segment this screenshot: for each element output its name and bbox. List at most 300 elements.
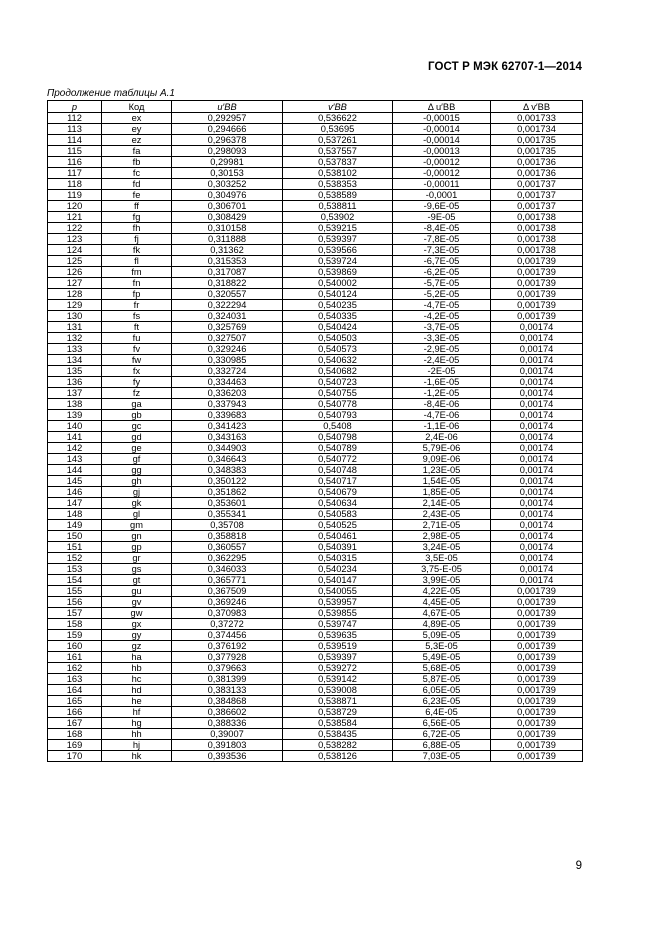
cell-u: 0,391803 [172, 740, 283, 751]
cell-v: 0,540679 [283, 487, 393, 498]
cell-delta-v: 0,001738 [491, 245, 583, 256]
cell-delta-v: 0,00174 [491, 421, 583, 432]
cell-v: 0,538435 [283, 729, 393, 740]
cell-delta-v: 0,00174 [491, 520, 583, 531]
table-row [48, 509, 583, 520]
table-caption: Продолжение таблицы А.1 [47, 88, 175, 99]
cell-u: 0,294666 [172, 124, 283, 135]
cell-p: 156 [48, 597, 102, 608]
cell-v: 0,539747 [283, 619, 393, 630]
table-row [48, 707, 583, 718]
cell-delta-u: -4,2E-05 [393, 311, 491, 322]
table-row [48, 124, 583, 135]
cell-u: 0,317087 [172, 267, 283, 278]
cell-delta-v: 0,001739 [491, 267, 583, 278]
cell-delta-u: -3,7E-05 [393, 322, 491, 333]
cell-delta-u: 2,4E-06 [393, 432, 491, 443]
cell-u: 0,350122 [172, 476, 283, 487]
cell-p: 123 [48, 234, 102, 245]
cell-p: 124 [48, 245, 102, 256]
cell-u: 0,37272 [172, 619, 283, 630]
cell-p: 158 [48, 619, 102, 630]
cell-p: 153 [48, 564, 102, 575]
table-row [48, 421, 583, 432]
cell-delta-v: 0,001739 [491, 674, 583, 685]
cell-delta-u: 3,75-E-05 [393, 564, 491, 575]
cell-p: 167 [48, 718, 102, 729]
cell-v: 0,540503 [283, 333, 393, 344]
cell-p: 164 [48, 685, 102, 696]
cell-delta-u: -6,2E-05 [393, 267, 491, 278]
table-row [48, 289, 583, 300]
cell-delta-u: -5,7E-05 [393, 278, 491, 289]
cell-code: fz [102, 388, 172, 399]
cell-delta-u: 2,71E-05 [393, 520, 491, 531]
cell-code: ey [102, 124, 172, 135]
cell-v: 0,539397 [283, 652, 393, 663]
cell-u: 0,393536 [172, 751, 283, 762]
cell-code: gk [102, 498, 172, 509]
cell-v: 0,540723 [283, 377, 393, 388]
cell-v: 0,540124 [283, 289, 393, 300]
cell-code: gw [102, 608, 172, 619]
cell-delta-v: 0,001739 [491, 311, 583, 322]
cell-delta-v: 0,00174 [491, 355, 583, 366]
cell-code: hb [102, 663, 172, 674]
cell-delta-u: -0,0001 [393, 190, 491, 201]
cell-v: 0,540461 [283, 531, 393, 542]
cell-p: 155 [48, 586, 102, 597]
table-row [48, 157, 583, 168]
cell-u: 0,346643 [172, 454, 283, 465]
table-row [48, 377, 583, 388]
table-row [48, 564, 583, 575]
cell-delta-v: 0,001733 [491, 113, 583, 124]
table-row [48, 168, 583, 179]
cell-u: 0,332724 [172, 366, 283, 377]
table-row [48, 212, 583, 223]
cell-delta-u: 5,79E-06 [393, 443, 491, 454]
cell-code: gf [102, 454, 172, 465]
table-row [48, 146, 583, 157]
cell-v: 0,538811 [283, 201, 393, 212]
cell-p: 118 [48, 179, 102, 190]
cell-code: fg [102, 212, 172, 223]
cell-delta-v: 0,001738 [491, 223, 583, 234]
cell-v: 0,537261 [283, 135, 393, 146]
table-row [48, 399, 583, 410]
table-row [48, 179, 583, 190]
cell-delta-v: 0,00174 [491, 399, 583, 410]
cell-delta-v: 0,001739 [491, 696, 583, 707]
cell-v: 0,540772 [283, 454, 393, 465]
table-row [48, 674, 583, 685]
cell-u: 0,341423 [172, 421, 283, 432]
cell-delta-u: -0,00015 [393, 113, 491, 124]
cell-p: 139 [48, 410, 102, 421]
cell-code: hc [102, 674, 172, 685]
table-row [48, 223, 583, 234]
cell-v: 0,540235 [283, 300, 393, 311]
cell-p: 121 [48, 212, 102, 223]
cell-delta-v: 0,001739 [491, 619, 583, 630]
cell-delta-u: 5,49E-05 [393, 652, 491, 663]
table-row [48, 366, 583, 377]
cell-delta-u: 6,23E-05 [393, 696, 491, 707]
col-header-p: p [48, 101, 102, 113]
table-row [48, 278, 583, 289]
cell-u: 0,362295 [172, 553, 283, 564]
cell-delta-u: -6,7E-05 [393, 256, 491, 267]
cell-p: 142 [48, 443, 102, 454]
cell-delta-v: 0,00174 [491, 575, 583, 586]
cell-code: gs [102, 564, 172, 575]
cell-u: 0,308429 [172, 212, 283, 223]
cell-u: 0,383133 [172, 685, 283, 696]
cell-delta-u: 5,87E-05 [393, 674, 491, 685]
cell-v: 0,539397 [283, 234, 393, 245]
table-row [48, 388, 583, 399]
cell-p: 113 [48, 124, 102, 135]
col-header-delta-v: Δ v′BB [491, 101, 583, 113]
cell-delta-v: 0,001739 [491, 597, 583, 608]
cell-u: 0,377928 [172, 652, 283, 663]
cell-delta-v: 0,00174 [491, 410, 583, 421]
cell-code: ha [102, 652, 172, 663]
cell-u: 0,344903 [172, 443, 283, 454]
cell-code: gm [102, 520, 172, 531]
cell-delta-u: 6,72E-05 [393, 729, 491, 740]
cell-delta-u: 2,43E-05 [393, 509, 491, 520]
cell-delta-v: 0,001735 [491, 146, 583, 157]
cell-u: 0,311888 [172, 234, 283, 245]
cell-code: ex [102, 113, 172, 124]
cell-p: 160 [48, 641, 102, 652]
cell-code: fd [102, 179, 172, 190]
cell-p: 137 [48, 388, 102, 399]
cell-delta-u: 6,56E-05 [393, 718, 491, 729]
cell-code: fa [102, 146, 172, 157]
cell-code: hk [102, 751, 172, 762]
cell-code: gh [102, 476, 172, 487]
cell-code: fs [102, 311, 172, 322]
cell-v: 0,539519 [283, 641, 393, 652]
cell-delta-u: -3,3E-05 [393, 333, 491, 344]
cell-v: 0,538729 [283, 707, 393, 718]
cell-delta-u: 4,67E-05 [393, 608, 491, 619]
cell-v: 0,538126 [283, 751, 393, 762]
table-row [48, 652, 583, 663]
cell-delta-v: 0,00174 [491, 432, 583, 443]
cell-delta-u: 1,23E-05 [393, 465, 491, 476]
table-row [48, 300, 583, 311]
table-row [48, 608, 583, 619]
cell-v: 0,5408 [283, 421, 393, 432]
cell-p: 122 [48, 223, 102, 234]
cell-delta-v: 0,00174 [491, 377, 583, 388]
cell-delta-v: 0,001737 [491, 179, 583, 190]
cell-p: 169 [48, 740, 102, 751]
cell-delta-v: 0,00174 [491, 333, 583, 344]
cell-u: 0,325769 [172, 322, 283, 333]
cell-p: 149 [48, 520, 102, 531]
cell-delta-v: 0,001739 [491, 751, 583, 762]
cell-v: 0,540002 [283, 278, 393, 289]
cell-v: 0,539008 [283, 685, 393, 696]
table-row [48, 410, 583, 421]
cell-u: 0,360557 [172, 542, 283, 553]
col-header-u: u′BB [172, 101, 283, 113]
cell-p: 138 [48, 399, 102, 410]
cell-delta-u: -0,00012 [393, 157, 491, 168]
cell-delta-v: 0,00174 [491, 465, 583, 476]
cell-p: 136 [48, 377, 102, 388]
cell-delta-u: -9E-05 [393, 212, 491, 223]
cell-u: 0,343163 [172, 432, 283, 443]
cell-code: fy [102, 377, 172, 388]
cell-v: 0,538102 [283, 168, 393, 179]
cell-code: gr [102, 553, 172, 564]
cell-u: 0,336203 [172, 388, 283, 399]
cell-u: 0,334463 [172, 377, 283, 388]
cell-code: ge [102, 443, 172, 454]
cell-delta-u: -0,00014 [393, 135, 491, 146]
cell-u: 0,355341 [172, 509, 283, 520]
cell-v: 0,538589 [283, 190, 393, 201]
cell-u: 0,327507 [172, 333, 283, 344]
cell-delta-u: 6,05E-05 [393, 685, 491, 696]
cell-u: 0,367509 [172, 586, 283, 597]
cell-delta-v: 0,00174 [491, 344, 583, 355]
cell-p: 148 [48, 509, 102, 520]
table-row [48, 630, 583, 641]
cell-delta-v: 0,00174 [491, 366, 583, 377]
cell-p: 159 [48, 630, 102, 641]
cell-u: 0,388336 [172, 718, 283, 729]
cell-delta-v: 0,001739 [491, 300, 583, 311]
cell-p: 130 [48, 311, 102, 322]
cell-p: 144 [48, 465, 102, 476]
table-row [48, 234, 583, 245]
table-row [48, 520, 583, 531]
cell-v: 0,538282 [283, 740, 393, 751]
cell-p: 161 [48, 652, 102, 663]
cell-delta-u: -7,3E-05 [393, 245, 491, 256]
cell-delta-u: -0,00011 [393, 179, 491, 190]
cell-delta-v: 0,001739 [491, 740, 583, 751]
cell-delta-u: -5,2E-05 [393, 289, 491, 300]
cell-delta-v: 0,00174 [491, 388, 583, 399]
cell-code: hh [102, 729, 172, 740]
cell-u: 0,304976 [172, 190, 283, 201]
cell-code: fw [102, 355, 172, 366]
cell-v: 0,537837 [283, 157, 393, 168]
cell-u: 0,329246 [172, 344, 283, 355]
cell-v: 0,540391 [283, 542, 393, 553]
cell-u: 0,322294 [172, 300, 283, 311]
cell-code: gx [102, 619, 172, 630]
cell-delta-u: -2,4E-05 [393, 355, 491, 366]
cell-v: 0,536622 [283, 113, 393, 124]
cell-v: 0,540525 [283, 520, 393, 531]
cell-code: fr [102, 300, 172, 311]
cell-u: 0,370983 [172, 608, 283, 619]
cell-delta-v: 0,00174 [491, 542, 583, 553]
cell-u: 0,39007 [172, 729, 283, 740]
cell-p: 134 [48, 355, 102, 366]
table-row [48, 597, 583, 608]
cell-delta-u: 5,09E-05 [393, 630, 491, 641]
cell-delta-u: 3,24E-05 [393, 542, 491, 553]
cell-u: 0,296378 [172, 135, 283, 146]
cell-delta-u: 3,99E-05 [393, 575, 491, 586]
cell-delta-v: 0,001739 [491, 707, 583, 718]
cell-delta-v: 0,00174 [491, 531, 583, 542]
cell-p: 131 [48, 322, 102, 333]
cell-v: 0,538584 [283, 718, 393, 729]
cell-delta-u: -8,4E-06 [393, 399, 491, 410]
cell-delta-v: 0,001738 [491, 212, 583, 223]
cell-code: gt [102, 575, 172, 586]
cell-u: 0,35708 [172, 520, 283, 531]
cell-code: he [102, 696, 172, 707]
cell-delta-u: 5,3E-05 [393, 641, 491, 652]
cell-p: 115 [48, 146, 102, 157]
table-row [48, 619, 583, 630]
cell-p: 119 [48, 190, 102, 201]
cell-code: fu [102, 333, 172, 344]
cell-code: gb [102, 410, 172, 421]
table-row [48, 553, 583, 564]
cell-delta-u: 4,45E-05 [393, 597, 491, 608]
cell-delta-v: 0,00174 [491, 454, 583, 465]
table-row [48, 190, 583, 201]
table-row [48, 740, 583, 751]
table-row [48, 355, 583, 366]
cell-u: 0,346033 [172, 564, 283, 575]
cell-v: 0,540798 [283, 432, 393, 443]
cell-u: 0,306701 [172, 201, 283, 212]
cell-u: 0,358818 [172, 531, 283, 542]
cell-u: 0,315353 [172, 256, 283, 267]
table-row [48, 311, 583, 322]
table-row [48, 685, 583, 696]
cell-u: 0,384868 [172, 696, 283, 707]
col-header-v: v′BB [283, 101, 393, 113]
cell-v: 0,537557 [283, 146, 393, 157]
cell-u: 0,330985 [172, 355, 283, 366]
col-header-code: Код [102, 101, 172, 113]
cell-delta-u: -1,2E-05 [393, 388, 491, 399]
cell-p: 125 [48, 256, 102, 267]
cell-v: 0,539635 [283, 630, 393, 641]
cell-p: 140 [48, 421, 102, 432]
cell-u: 0,310158 [172, 223, 283, 234]
cell-delta-u: 2,14E-05 [393, 498, 491, 509]
table-row [48, 267, 583, 278]
table-row [48, 531, 583, 542]
table-header-row [48, 101, 583, 113]
cell-code: fp [102, 289, 172, 300]
cell-delta-u: -9,6E-05 [393, 201, 491, 212]
cell-code: ff [102, 201, 172, 212]
cell-code: hg [102, 718, 172, 729]
cell-p: 143 [48, 454, 102, 465]
cell-p: 162 [48, 663, 102, 674]
table-row [48, 476, 583, 487]
cell-u: 0,29981 [172, 157, 283, 168]
cell-delta-u: 7,03E-05 [393, 751, 491, 762]
table-row [48, 432, 583, 443]
cell-delta-u: -0,00014 [393, 124, 491, 135]
cell-u: 0,292957 [172, 113, 283, 124]
table-row [48, 641, 583, 652]
cell-code: gc [102, 421, 172, 432]
table-row [48, 245, 583, 256]
cell-delta-v: 0,00174 [491, 487, 583, 498]
cell-v: 0,539855 [283, 608, 393, 619]
cell-delta-v: 0,001736 [491, 168, 583, 179]
table-row [48, 542, 583, 553]
cell-p: 133 [48, 344, 102, 355]
cell-p: 147 [48, 498, 102, 509]
cell-v: 0,540632 [283, 355, 393, 366]
cell-code: fn [102, 278, 172, 289]
cell-delta-u: 6,88E-05 [393, 740, 491, 751]
cell-delta-u: -4,7E-06 [393, 410, 491, 421]
cell-delta-u: -1,6E-05 [393, 377, 491, 388]
cell-u: 0,339683 [172, 410, 283, 421]
cell-p: 112 [48, 113, 102, 124]
cell-v: 0,53695 [283, 124, 393, 135]
table-row [48, 487, 583, 498]
cell-u: 0,324031 [172, 311, 283, 322]
cell-delta-v: 0,001735 [491, 135, 583, 146]
cell-v: 0,540315 [283, 553, 393, 564]
cell-delta-v: 0,00174 [491, 509, 583, 520]
cell-v: 0,540717 [283, 476, 393, 487]
cell-code: ga [102, 399, 172, 410]
cell-code: fx [102, 366, 172, 377]
cell-v: 0,53902 [283, 212, 393, 223]
cell-p: 132 [48, 333, 102, 344]
cell-v: 0,540573 [283, 344, 393, 355]
cell-v: 0,540634 [283, 498, 393, 509]
cell-delta-u: -1,1E-06 [393, 421, 491, 432]
table-row [48, 256, 583, 267]
cell-p: 166 [48, 707, 102, 718]
table-row [48, 586, 583, 597]
cell-u: 0,337943 [172, 399, 283, 410]
document-header: ГОСТ Р МЭК 62707-1—2014 [428, 61, 582, 73]
cell-delta-v: 0,001739 [491, 289, 583, 300]
cell-delta-v: 0,001739 [491, 256, 583, 267]
cell-code: gj [102, 487, 172, 498]
cell-v: 0,540335 [283, 311, 393, 322]
cell-u: 0,298093 [172, 146, 283, 157]
cell-u: 0,351862 [172, 487, 283, 498]
cell-delta-u: 2,98E-05 [393, 531, 491, 542]
cell-code: gd [102, 432, 172, 443]
table-row [48, 575, 583, 586]
cell-delta-v: 0,001737 [491, 201, 583, 212]
cell-delta-u: -0,00013 [393, 146, 491, 157]
cell-u: 0,374456 [172, 630, 283, 641]
cell-delta-v: 0,001739 [491, 685, 583, 696]
cell-v: 0,539724 [283, 256, 393, 267]
cell-v: 0,539215 [283, 223, 393, 234]
table-row [48, 696, 583, 707]
